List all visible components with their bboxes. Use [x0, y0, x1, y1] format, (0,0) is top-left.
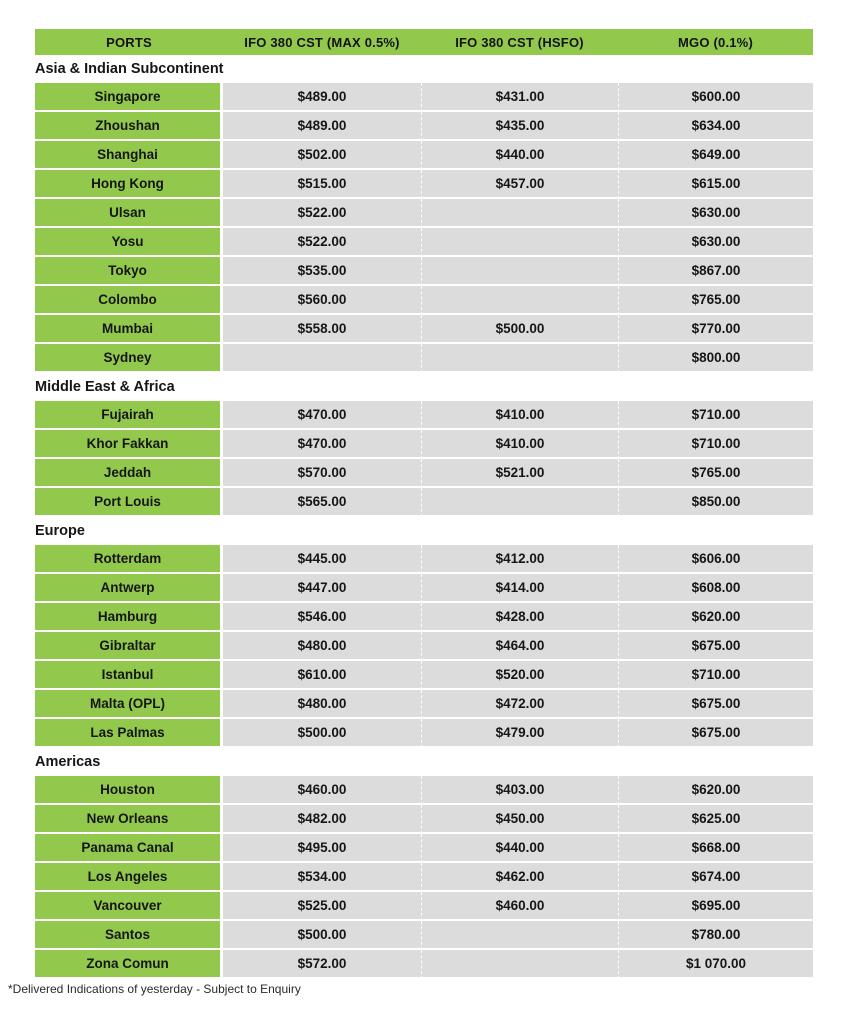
port-cell: Hong Kong [35, 170, 223, 199]
price-cell-col1: $500.00 [223, 921, 421, 950]
table-row [35, 545, 813, 574]
column-header-3: MGO (0.1%) [618, 29, 813, 55]
price-cell-col2: $440.00 [421, 141, 618, 170]
price-cell-col2 [421, 488, 618, 517]
price-cell-col2: $431.00 [421, 83, 618, 112]
price-cell-col3: $710.00 [618, 430, 813, 459]
price-cell-col3: $765.00 [618, 286, 813, 315]
price-cell-col1: $572.00 [223, 950, 421, 979]
price-cell-col1: $535.00 [223, 257, 421, 286]
price-cell-col3: $850.00 [618, 488, 813, 517]
price-cell-col3: $608.00 [618, 574, 813, 603]
port-cell: Panama Canal [35, 834, 223, 863]
column-header-2: IFO 380 CST (HSFO) [421, 29, 618, 55]
price-cell-col1: $558.00 [223, 315, 421, 344]
price-cell-col2: $435.00 [421, 112, 618, 141]
port-cell: Port Louis [35, 488, 223, 517]
price-cell-col3: $630.00 [618, 228, 813, 257]
table-row [35, 805, 813, 834]
price-cell-col1: $522.00 [223, 228, 421, 257]
section-label: Middle East & Africa [35, 373, 813, 401]
port-cell: Gibraltar [35, 632, 223, 661]
table-row [35, 776, 813, 805]
port-cell: Las Palmas [35, 719, 223, 748]
port-cell: Rotterdam [35, 545, 223, 574]
price-cell-col2: $412.00 [421, 545, 618, 574]
price-cell-col1: $515.00 [223, 170, 421, 199]
price-cell-col2 [421, 228, 618, 257]
table-row [35, 430, 813, 459]
port-cell: Khor Fakkan [35, 430, 223, 459]
table-row [35, 401, 813, 430]
price-cell-col2: $457.00 [421, 170, 618, 199]
price-cell-col3: $620.00 [618, 776, 813, 805]
price-cell-col3: $620.00 [618, 603, 813, 632]
section-label: Europe [35, 517, 813, 545]
table-row [35, 257, 813, 286]
price-cell-col3: $649.00 [618, 141, 813, 170]
table-row [35, 344, 813, 373]
table-row [35, 141, 813, 170]
port-cell: Malta (OPL) [35, 690, 223, 719]
header-row [35, 29, 813, 55]
price-cell-col2: $450.00 [421, 805, 618, 834]
port-cell: New Orleans [35, 805, 223, 834]
table-row [35, 459, 813, 488]
table-row [35, 632, 813, 661]
table-row [35, 690, 813, 719]
price-cell-col1: $470.00 [223, 430, 421, 459]
price-cell-col3: $606.00 [618, 545, 813, 574]
table-header [35, 29, 813, 55]
port-cell: Mumbai [35, 315, 223, 344]
price-cell-col1: $489.00 [223, 83, 421, 112]
port-cell: Jeddah [35, 459, 223, 488]
price-cell-col1: $560.00 [223, 286, 421, 315]
price-cell-col1: $610.00 [223, 661, 421, 690]
price-cell-col1: $447.00 [223, 574, 421, 603]
table-row [35, 574, 813, 603]
table-row [35, 834, 813, 863]
price-cell-col3: $765.00 [618, 459, 813, 488]
port-cell: Houston [35, 776, 223, 805]
table-row [35, 112, 813, 141]
price-cell-col1: $570.00 [223, 459, 421, 488]
table-row [35, 83, 813, 112]
price-cell-col1: $546.00 [223, 603, 421, 632]
price-cell-col1: $525.00 [223, 892, 421, 921]
price-cell-col3: $668.00 [618, 834, 813, 863]
price-cell-col3: $695.00 [618, 892, 813, 921]
port-cell: Santos [35, 921, 223, 950]
price-cell-col3: $615.00 [618, 170, 813, 199]
port-cell: Colombo [35, 286, 223, 315]
price-cell-col2: $464.00 [421, 632, 618, 661]
section-row [35, 55, 813, 83]
price-cell-col2: $414.00 [421, 574, 618, 603]
price-cell-col1: $482.00 [223, 805, 421, 834]
price-cell-col3: $600.00 [618, 83, 813, 112]
port-cell: Yosu [35, 228, 223, 257]
price-cell-col2: $462.00 [421, 863, 618, 892]
table-body [35, 55, 813, 979]
port-cell: Zona Comun [35, 950, 223, 979]
price-cell-col1: $522.00 [223, 199, 421, 228]
column-header-1: IFO 380 CST (MAX 0.5%) [223, 29, 421, 55]
price-cell-col2: $472.00 [421, 690, 618, 719]
table-row [35, 199, 813, 228]
port-cell: Los Angeles [35, 863, 223, 892]
price-cell-col3: $770.00 [618, 315, 813, 344]
price-cell-col3: $675.00 [618, 719, 813, 748]
price-cell-col2: $410.00 [421, 401, 618, 430]
price-cell-col1: $565.00 [223, 488, 421, 517]
price-cell-col2 [421, 950, 618, 979]
section-row [35, 373, 813, 401]
price-cell-col2 [421, 344, 618, 373]
port-cell: Ulsan [35, 199, 223, 228]
port-cell: Istanbul [35, 661, 223, 690]
price-cell-col3: $675.00 [618, 632, 813, 661]
price-cell-col3: $867.00 [618, 257, 813, 286]
table-row [35, 892, 813, 921]
port-cell: Zhoushan [35, 112, 223, 141]
price-cell-col2: $500.00 [421, 315, 618, 344]
table-row [35, 863, 813, 892]
section-row [35, 517, 813, 545]
price-cell-col2: $410.00 [421, 430, 618, 459]
price-cell-col1 [223, 344, 421, 373]
price-cell-col3: $634.00 [618, 112, 813, 141]
port-cell: Fujairah [35, 401, 223, 430]
price-cell-col2 [421, 286, 618, 315]
price-cell-col3: $800.00 [618, 344, 813, 373]
price-cell-col1: $500.00 [223, 719, 421, 748]
table-row [35, 661, 813, 690]
price-cell-col1: $534.00 [223, 863, 421, 892]
price-cell-col3: $710.00 [618, 661, 813, 690]
table-row [35, 315, 813, 344]
price-cell-col2 [421, 199, 618, 228]
price-cell-col2: $403.00 [421, 776, 618, 805]
table-row [35, 286, 813, 315]
price-cell-col1: $495.00 [223, 834, 421, 863]
footnote: *Delivered Indications of yesterday - Subject to Enquiry [8, 982, 301, 996]
port-cell: Vancouver [35, 892, 223, 921]
price-cell-col3: $1 070.00 [618, 950, 813, 979]
table-row [35, 719, 813, 748]
table-row [35, 603, 813, 632]
price-cell-col2 [421, 257, 618, 286]
price-cell-col1: $445.00 [223, 545, 421, 574]
price-cell-col3: $630.00 [618, 199, 813, 228]
port-cell: Antwerp [35, 574, 223, 603]
price-cell-col3: $675.00 [618, 690, 813, 719]
column-header-0: PORTS [35, 29, 223, 55]
price-cell-col1: $480.00 [223, 632, 421, 661]
price-cell-col3: $780.00 [618, 921, 813, 950]
price-cell-col3: $625.00 [618, 805, 813, 834]
section-row [35, 748, 813, 776]
table-row [35, 950, 813, 979]
price-cell-col1: $470.00 [223, 401, 421, 430]
port-cell: Singapore [35, 83, 223, 112]
bunker-price-table [35, 29, 813, 979]
table-row [35, 921, 813, 950]
price-cell-col2: $440.00 [421, 834, 618, 863]
price-cell-col1: $502.00 [223, 141, 421, 170]
price-cell-col1: $480.00 [223, 690, 421, 719]
section-label: Asia & Indian Subcontinent [35, 55, 813, 83]
price-cell-col2: $479.00 [421, 719, 618, 748]
price-cell-col2: $521.00 [421, 459, 618, 488]
port-cell: Tokyo [35, 257, 223, 286]
price-cell-col1: $489.00 [223, 112, 421, 141]
table-row [35, 488, 813, 517]
table-row [35, 170, 813, 199]
section-label: Americas [35, 748, 813, 776]
price-cell-col2: $460.00 [421, 892, 618, 921]
port-cell: Hamburg [35, 603, 223, 632]
price-cell-col2: $428.00 [421, 603, 618, 632]
price-cell-col1: $460.00 [223, 776, 421, 805]
port-cell: Shanghai [35, 141, 223, 170]
port-cell: Sydney [35, 344, 223, 373]
price-cell-col2: $520.00 [421, 661, 618, 690]
price-cell-col2 [421, 921, 618, 950]
table-row [35, 228, 813, 257]
price-cell-col3: $710.00 [618, 401, 813, 430]
price-cell-col3: $674.00 [618, 863, 813, 892]
